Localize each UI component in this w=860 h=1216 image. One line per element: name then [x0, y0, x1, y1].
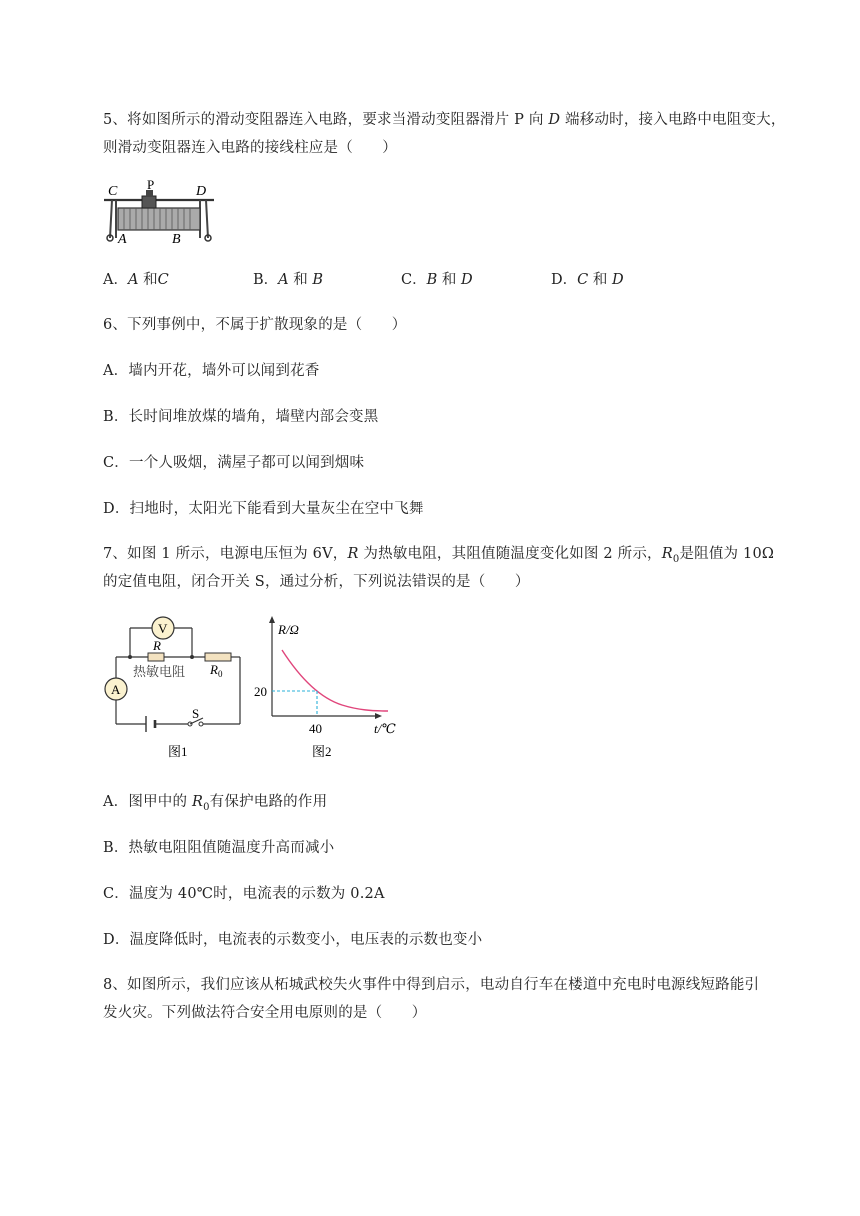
q7-stem-line2: 的定值电阻，闭合开关 S，通过分析，下列说法错误的是（ ） — [103, 574, 530, 590]
option-part: D — [611, 272, 624, 288]
q7-option-d[interactable]: D．温度降低时，电流表的示数变小，电压表的示数也变小 — [103, 932, 483, 948]
option-part: D — [460, 272, 473, 288]
option-and: 和 — [437, 272, 461, 288]
q7-option-a-text-b: 有保护电路的作用 — [209, 794, 328, 810]
option-key: C． — [401, 272, 427, 288]
q7-option-a-text: A．图甲中的 — [103, 794, 192, 810]
option-and: 和 — [288, 272, 313, 288]
q6-option-c[interactable]: C．一个人吸烟，满屋子都可以闻到烟味 — [103, 455, 365, 471]
q7-option-a-r: R — [191, 794, 204, 810]
q6-option-b[interactable]: B．长时间堆放煤的墙角，墙壁内部会变黑 — [103, 409, 379, 425]
q7-option-a[interactable] — [103, 790, 327, 813]
q5-option-a[interactable] — [103, 268, 169, 289]
q6-option-d[interactable]: D．扫地时，太阳光下能看到大量灰尘在空中飞舞 — [103, 501, 424, 517]
q7-stem-text-c: 是阻值为 10Ω — [679, 546, 775, 562]
option-part: B — [312, 272, 324, 288]
q7-stem-r0: R — [661, 546, 673, 562]
graph-figure-2 — [250, 612, 410, 762]
ammeter-label: A — [111, 682, 121, 697]
y-axis-label-text: R/Ω — [278, 622, 299, 637]
q7-stem-line1 — [103, 542, 774, 565]
q5-stem-text-b: 端移动时，接入电路中电阻变大， — [560, 112, 786, 128]
figure-1-caption: 图1 — [168, 744, 188, 759]
x-tick-40: 40 — [309, 721, 322, 736]
option-key: A． — [103, 272, 128, 288]
option-part: C — [577, 272, 589, 288]
rheostat-label-c: C — [108, 184, 118, 199]
thermistor-r-label: R — [153, 638, 161, 653]
rheostat-label-p: P — [147, 177, 155, 192]
q6-stem: 6、下列事例中，不属于扩散现象的是（ ） — [103, 317, 407, 333]
r0-label-r: R — [210, 662, 218, 677]
thermistor-label: 热敏电阻 — [133, 664, 186, 679]
y-tick-20: 20 — [254, 684, 267, 699]
option-part: A — [127, 272, 139, 288]
circuit-figure-1 — [100, 612, 250, 762]
r0-label-sub: 0 — [217, 669, 223, 679]
q7-stem-r: R — [347, 546, 359, 562]
option-key: D． — [551, 272, 578, 288]
resistance-curve — [282, 650, 388, 711]
q5-stem-text-a: 5、将如图所示的滑动变阻器连入电路，要求当滑动变阻器滑片 P 向 — [103, 112, 549, 128]
q7-stem-text-a: 7、如图 1 所示，电源电压恒为 6V， — [103, 546, 348, 562]
x-axis-label: t/℃ — [374, 721, 396, 736]
q7-option-a-sub: 0 — [203, 801, 210, 813]
switch-label: S — [192, 706, 200, 721]
r0-label — [209, 662, 223, 679]
q7-stem-text-b: 为热敏电阻，其阻值随温度变化如图 2 所示， — [358, 546, 662, 562]
option-and: 和 — [138, 272, 158, 288]
q7-option-c[interactable]: C．温度为 40℃时，电流表的示数为 0.2A — [103, 886, 385, 902]
q8-stem-line2: 发火灾。下列做法符合安全用电原则的是（ ） — [103, 1005, 427, 1021]
figure-2-caption: 图2 — [312, 744, 332, 759]
q8-stem-line1: 8、如图所示，我们应该从柘城武校失火事件中得到启示，电动自行车在楼道中充电时电源线短路能引 — [103, 977, 760, 993]
q5-stem-line1 — [103, 108, 786, 129]
rheostat-label-d: D — [196, 184, 207, 199]
q6-option-a[interactable]: A．墙内开花，墙外可以闻到花香 — [103, 363, 320, 379]
q5-stem-d: D — [548, 112, 561, 128]
rheostat-figure — [100, 176, 220, 248]
q5-option-b[interactable] — [253, 268, 323, 289]
q5-stem-line2: 则滑动变阻器连入电路的接线柱应是（ ） — [103, 140, 397, 156]
q7-option-b[interactable]: B．热敏电阻阻值随温度升高而减小 — [103, 840, 335, 856]
option-and: 和 — [588, 272, 612, 288]
option-key: B． — [253, 272, 279, 288]
q7-stem-r0-sub: 0 — [672, 553, 680, 565]
option-part: A — [278, 272, 289, 288]
y-axis-label — [277, 622, 299, 637]
voltmeter-label: V — [158, 621, 168, 636]
rheostat-label-b: B — [172, 232, 181, 247]
rheostat-label-a: A — [118, 232, 127, 247]
option-part: B — [426, 272, 438, 288]
option-part: C — [157, 272, 169, 288]
q5-option-d[interactable] — [551, 268, 624, 289]
q5-option-c[interactable] — [401, 268, 473, 289]
